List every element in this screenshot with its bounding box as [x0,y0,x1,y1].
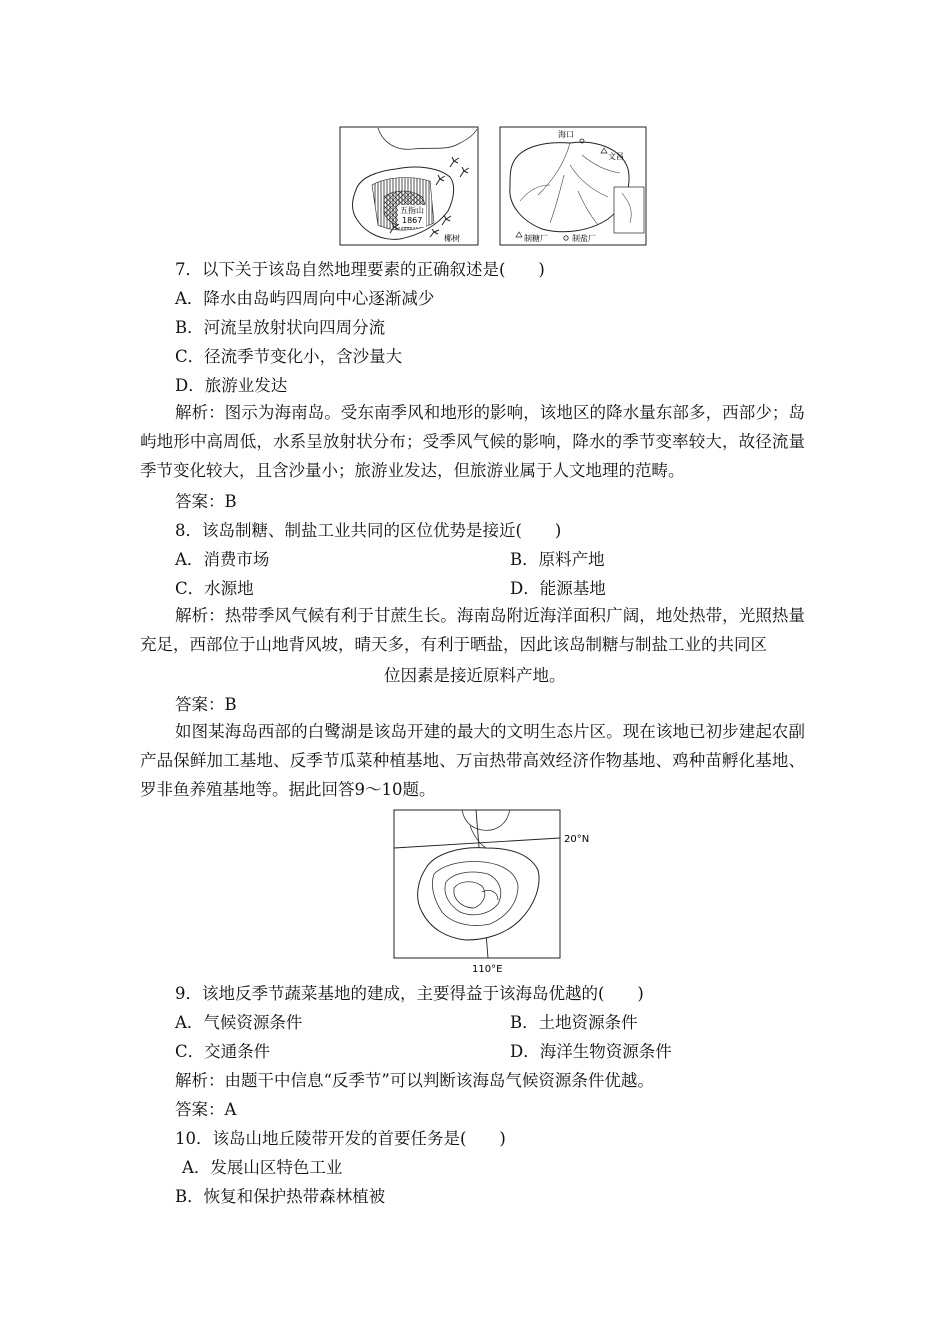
figure-hainan-maps [338,125,648,247]
q9-answer: 答案：A [175,1100,237,1119]
q9-option-b: B．土地资源条件 [510,1013,638,1032]
q10-option-b: B．恢复和保护热带森林植被 [175,1187,386,1206]
q7-answer: 答案：B [175,492,237,511]
longitude-label: 110°E [472,964,503,975]
legend-salt-label: 制盐厂 [572,234,596,243]
city-haikou-label: 海口 [558,130,574,139]
q9-stem: 9．该地反季节蔬菜基地的建成，主要得益于该海岛优越的( ) [175,984,644,1003]
q7-option-a: A．降水由岛屿四周向中心逐渐减少 [175,289,435,308]
island-map-svg [390,808,600,976]
peak-label: 五指山 [400,206,424,215]
q9-option-d: D．海洋生物资源条件 [510,1042,672,1061]
legend-palm-label: 椰树 [444,234,460,243]
q8-option-d: D．能源基地 [510,579,606,598]
q8-stem: 8．该岛制糖、制盐工业共同的区位优势是接近( ) [175,521,562,540]
q7-analysis: 解析：图示为海南岛。受东南季风和地形的影响，该地区的降水量东部多，西部少；岛屿地形中高周低，水系呈放射状分布；受季风气候的影响，降水的季节变率较大，故径流量季节变化较大，且含沙量小；旅游业发达，但旅游业属于人文地理的范畴。 [140,403,805,480]
city-wenchang-label: 文昌 [608,152,624,161]
q9-analysis: 解析：由题干中信息“反季节”可以判断该海岛气候资源条件优越。 [175,1071,654,1090]
latitude-label: 20°N [564,834,590,845]
q8-option-b: B．原料产地 [510,550,605,569]
intro-paragraph: 如图某海岛西部的白鹭湖是该岛开建的最大的文明生态片区。现在该地已初步建起农副产品保鲜加工基地、反季节瓜菜种植基地、万亩热带高效经济作物基地、鸡种苗孵化基地、罗非鱼养殖基地等。据此回答9～10题。 [140,722,805,799]
q9-option-c: C．交通条件 [175,1042,271,1061]
q8-analysis: 解析：热带季风气候有利于甘蔗生长。海南岛附近海洋面积广阔，地处热带，光照热量充足，西部位于山地背风坡，晴天多，有利于晒盐，因此该岛制糖与制盐工业的共同区 [140,606,805,654]
q8-answer: 答案：B [175,695,237,714]
q8-option-c: C．水源地 [175,579,254,598]
q8-option-a: A．消费市场 [175,550,270,569]
q7-option-d: D．旅游业发达 [175,376,288,395]
q8-analysis-tail: 位因素是接近原料产地。 [384,666,566,685]
figure-island-map [390,808,600,976]
q7-option-b: B．河流呈放射状向四周分流 [175,318,386,337]
q9-option-a: A．气候资源条件 [175,1013,303,1032]
q10-option-a: A．发展山区特色工业 [182,1158,343,1177]
q7-stem: 7．以下关于该岛自然地理要素的正确叙述是( ) [175,260,545,279]
q10-stem: 10．该岛山地丘陵带开发的首要任务是( ) [175,1129,506,1148]
hainan-maps-svg [338,125,648,247]
peak-height: 1867 [402,216,423,225]
q7-option-c: C．径流季节变化小，含沙量大 [175,347,403,366]
legend-sugar-label: 制糖厂 [524,234,548,243]
